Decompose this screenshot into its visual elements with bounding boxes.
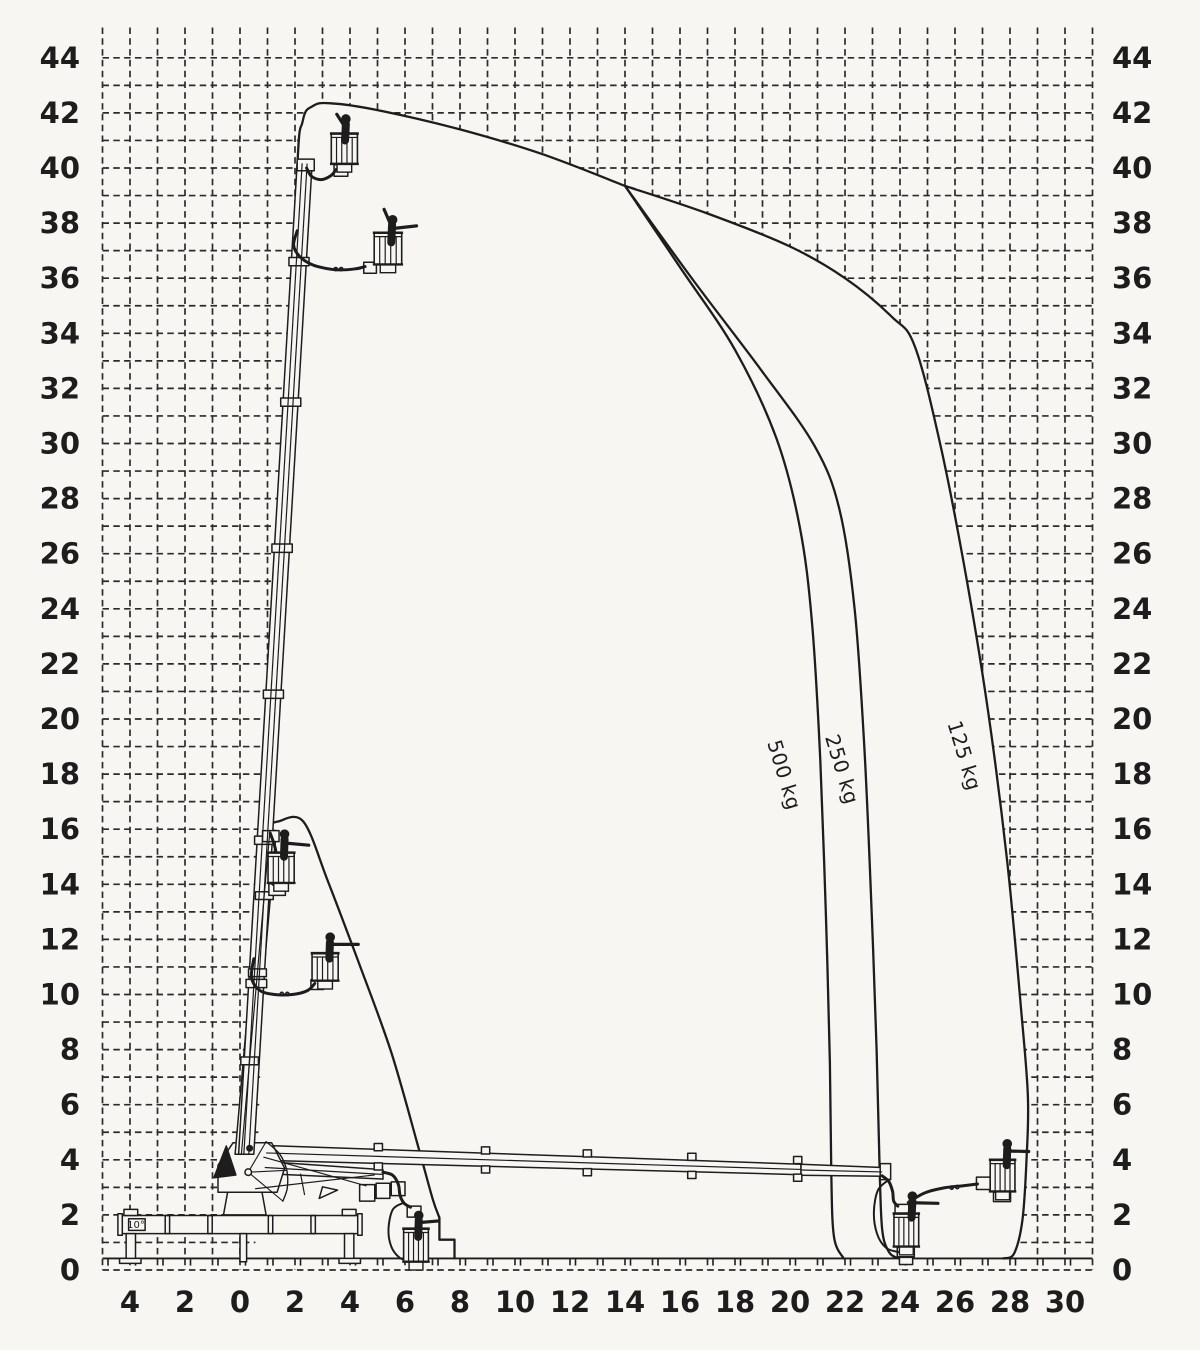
outrigger-jack-right — [345, 1234, 354, 1259]
y-axis-label-right: 22 — [1112, 646, 1153, 681]
y-axis-label-right: 26 — [1112, 536, 1153, 571]
y-axis-label-right: 12 — [1112, 922, 1153, 957]
x-axis-label: 0 — [229, 1285, 251, 1319]
operator-arm — [912, 1203, 938, 1204]
y-axis-label-right: 6 — [1112, 1087, 1133, 1122]
x-axis-label: 2 — [284, 1285, 306, 1319]
operator-head — [908, 1191, 918, 1201]
outrigger-angle-label: 10° — [127, 1220, 145, 1232]
y-axis-label-right: 40 — [1112, 151, 1153, 185]
y-axis-label-left: 26 — [39, 536, 80, 571]
operator-arm — [285, 843, 309, 845]
y-axis-label-left: 32 — [39, 371, 80, 406]
boom-collar — [583, 1150, 591, 1157]
y-axis-label-left: 30 — [39, 426, 80, 461]
y-axis-label-left: 20 — [39, 702, 80, 736]
x-axis-label: 4 — [339, 1285, 361, 1319]
y-axis-label-right: 30 — [1112, 426, 1153, 461]
y-axis-label-left: 18 — [39, 757, 80, 792]
boom-collar — [794, 1156, 802, 1163]
curve-label-500-kg: 500 kg — [762, 736, 807, 813]
y-axis-label-right: 10 — [1112, 977, 1153, 1012]
y-axis-label-right: 20 — [1112, 702, 1153, 736]
boom-collar — [688, 1153, 696, 1160]
beam-cap-left — [118, 1214, 122, 1235]
operator-arm — [419, 1221, 439, 1223]
x-axis-label: 14 — [604, 1285, 646, 1319]
basket-underframe — [996, 1191, 1010, 1199]
pedestal — [224, 1192, 267, 1215]
y-axis-label-right: 42 — [1112, 95, 1153, 130]
turntable-hub — [245, 1169, 252, 1176]
boom-collar — [374, 1144, 382, 1151]
y-axis-label-left: 38 — [39, 206, 80, 241]
boom-collar — [481, 1147, 489, 1154]
operator-head — [325, 932, 335, 942]
y-axis-label-left: 22 — [39, 646, 80, 681]
boom-pivot — [247, 1145, 253, 1151]
y-axis-label-left: 0 — [59, 1253, 80, 1287]
x-axis-label: 10 — [494, 1285, 536, 1319]
y-axis-label-right: 28 — [1112, 481, 1153, 516]
y-axis-label-right: 24 — [1112, 591, 1153, 626]
y-axis-label-right: 18 — [1112, 757, 1153, 792]
center-support — [240, 1234, 247, 1262]
operator-arm — [1007, 1151, 1028, 1152]
boom-collar — [374, 1163, 382, 1170]
basket-cage — [990, 1160, 1015, 1192]
y-axis-label-left: 2 — [59, 1197, 80, 1232]
operator-head — [414, 1211, 424, 1221]
y-axis-label-left: 40 — [39, 151, 80, 185]
mast-collar — [272, 544, 292, 552]
basket-underframe — [274, 883, 289, 891]
basket-underframe — [380, 264, 395, 272]
y-axis-label-left: 14 — [39, 867, 80, 902]
outrigger-beam — [122, 1215, 359, 1233]
x-axis-label: 16 — [659, 1285, 701, 1319]
x-axis-label: 24 — [879, 1285, 921, 1319]
y-axis-label-left: 42 — [39, 95, 80, 130]
operator-head — [388, 215, 398, 225]
elbow-hardware — [376, 1183, 390, 1198]
x-axis-label: 4 — [119, 1285, 141, 1319]
y-axis-label-right: 44 — [1112, 40, 1153, 75]
y-axis-label-left: 16 — [39, 812, 80, 847]
basket-underframe — [409, 1262, 423, 1270]
beam-cap-right — [358, 1214, 362, 1235]
mast-collar — [263, 690, 283, 698]
boom-collar — [688, 1171, 696, 1178]
x-axis-label: 12 — [549, 1285, 591, 1319]
operator-head — [1002, 1139, 1012, 1149]
y-axis-label-right: 16 — [1112, 812, 1153, 847]
x-axis-label: 20 — [769, 1285, 811, 1319]
x-axis-label: 30 — [1044, 1285, 1086, 1319]
y-axis-label-right: 38 — [1112, 206, 1153, 241]
y-axis-label-left: 44 — [39, 40, 80, 75]
elbow-hardware — [360, 1185, 375, 1202]
curve-label-125-kg: 125 kg — [942, 717, 987, 794]
basket-underframe — [318, 981, 333, 989]
y-axis-label-left: 34 — [39, 316, 80, 351]
y-axis-label-left: 36 — [39, 261, 80, 296]
x-axis-label: 8 — [449, 1285, 471, 1319]
x-axis-label: 18 — [714, 1285, 756, 1319]
y-axis-label-right: 2 — [1112, 1197, 1133, 1232]
x-axis-label: 26 — [934, 1285, 976, 1319]
y-axis-label-left: 6 — [59, 1087, 80, 1122]
y-axis-label-left: 4 — [59, 1142, 80, 1177]
outrigger-jack-left — [126, 1234, 135, 1259]
operator-head — [280, 829, 290, 839]
jack-top-left — [124, 1209, 138, 1215]
x-axis-label: 28 — [989, 1285, 1031, 1319]
y-axis-label-right: 32 — [1112, 371, 1153, 406]
boom-collar — [794, 1174, 802, 1181]
y-axis-label-left: 12 — [39, 922, 80, 957]
under-basket-gear — [899, 1257, 912, 1264]
y-axis-label-right: 4 — [1112, 1142, 1133, 1177]
x-axis-label: 22 — [824, 1285, 866, 1319]
jack-top-right — [342, 1209, 356, 1215]
x-axis-label: 6 — [394, 1285, 416, 1319]
y-axis-label-right: 0 — [1112, 1253, 1133, 1287]
x-axis-label: 2 — [174, 1285, 196, 1319]
y-axis-label-left: 28 — [39, 481, 80, 516]
outrigger-pad-left — [120, 1258, 141, 1263]
y-axis-label-right: 34 — [1112, 316, 1153, 351]
y-axis-label-left: 8 — [59, 1032, 80, 1067]
basket-underframe — [337, 164, 352, 172]
y-axis-label-right: 8 — [1112, 1032, 1133, 1067]
y-axis-label-right: 14 — [1112, 867, 1153, 902]
y-axis-label-right: 36 — [1112, 261, 1153, 296]
boom-collar — [481, 1166, 489, 1173]
y-axis-label-left: 24 — [39, 591, 80, 626]
operator-head — [341, 114, 351, 124]
boom-collar — [583, 1169, 591, 1176]
outrigger-pad-right — [339, 1258, 360, 1263]
mast-collar — [281, 398, 301, 406]
curve-label-250-kg: 250 kg — [820, 731, 865, 808]
y-axis-label-left: 10 — [39, 977, 80, 1012]
basket-underframe — [899, 1247, 913, 1255]
